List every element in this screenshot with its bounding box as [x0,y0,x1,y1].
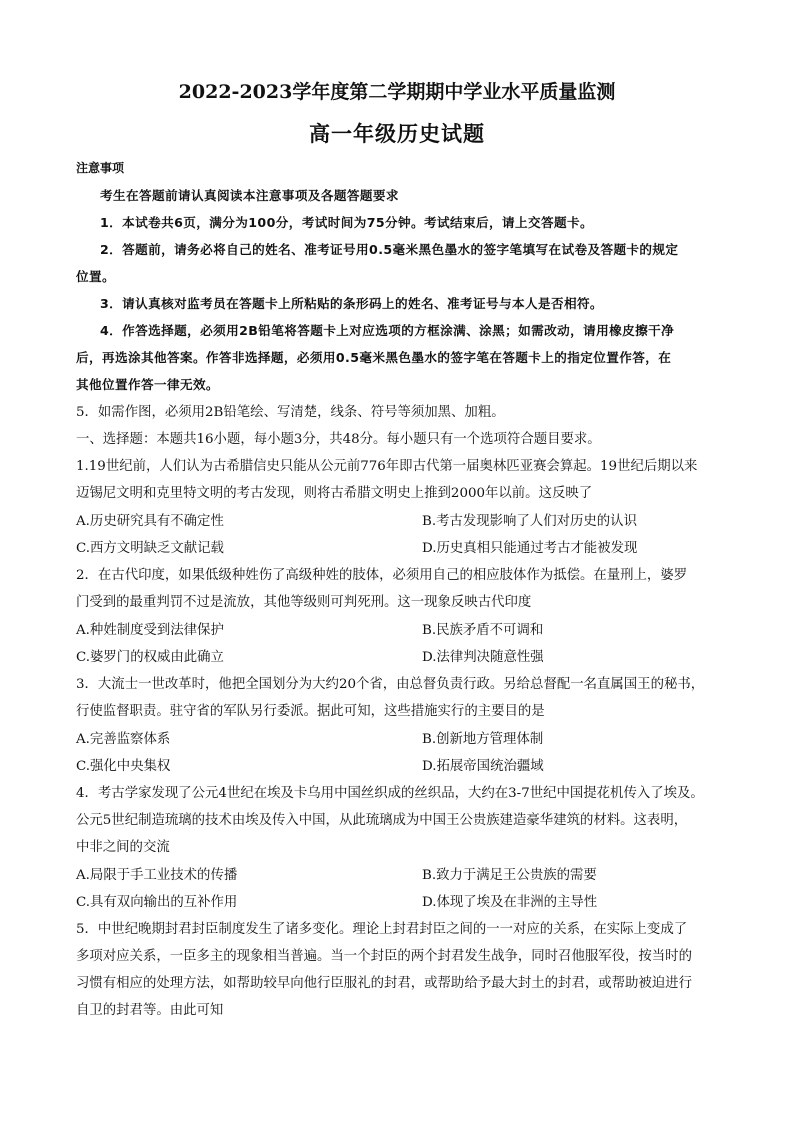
question-4-stem: 4．考古学家发现了公元4世纪在埃及卡乌用中国丝织成的丝织品，大约在3-7世纪中国提花机传入了埃及。 [76,786,704,801]
notice-line: 后，再选涂其他答案。作答非选择题，必须用0.5毫米黑色墨水的签字笔在答题卡上的指定位置作答，在 [76,350,672,365]
notice-line: 3．请认真核对监考员在答题卡上所粘贴的条形码上的姓名、准考证号与本人是否相符。 [100,296,603,311]
notice-line: 位置。 [76,269,115,284]
notice-line: 考生在答题前请认真阅读本注意事项及各题答题要求 [100,188,399,203]
notice-line: 4．作答选择题，必须用2B铅笔将答题卡上对应选项的方框涂满、涂黑；如需改动，请用橡皮擦干净 [100,323,675,338]
question-1-stem: 1.19世纪前，人们认为古希腊信史只能从公元前776年即古代第一届奥林匹亚赛会算起。19世纪后期以来 [76,459,698,474]
question-4-option-d: D.体现了埃及在非洲的主导性 [422,895,598,910]
question-5-stem: 多项对应关系，一臣多主的现象相当普遍。当一个封臣的两个封君发生战争，同时召他服军役，按当时的 [76,949,692,964]
question-2-stem: 2．在古代印度，如果低级种姓伤了高级种姓的肢体，必须用自己的相应肢体作为抵偿。在量刑上，婆罗 [76,568,688,583]
notice-item-5: 5．如需作图，必须用2B铅笔绘、写清楚，线条、符号等须加黑、加粗。 [76,405,505,420]
section-heading: 一、选择题：本题共16小题，每小题3分，共48分。每小题只有一个选项符合题目要求。 [76,432,601,447]
question-5-stem: 5．中世纪晚期封君封臣制度发生了诸多变化。理论上封君封臣之间的一一对应的关系，在实际上变成了 [76,922,688,937]
question-4-option-b: B.致力于满足王公贵族的需要 [422,868,597,883]
question-2-option-a: A.种姓制度受到法律保护 [76,623,224,638]
question-4-option-c: C.具有双向输出的互补作用 [76,895,238,910]
question-1-stem: 迈锡尼文明和克里特文明的考古发现，则将古希腊文明史上推到2000年以前。这反映了 [76,486,593,501]
question-2-stem: 门受到的最重判罚不过是流放，其他等级则可判死刑。这一现象反映古代印度 [76,595,532,610]
exam-title: 2022-2023学年度第二学期期中学业水平质量监测 [178,81,616,103]
exam-subtitle: 高一年级历史试题 [309,121,485,146]
notice-line: 其他位置作答一律无效。 [76,377,219,392]
question-1-option-d: D.历史真相只能通过考古才能被发现 [422,541,638,556]
question-5-stem: 习惯有相应的处理方法，如帮助较早向他行臣服礼的封君，或帮助给予最大封土的封君，或帮助被迫进行 [76,976,692,991]
question-3-stem: 行使监督职责。驻守省的军队另行委派。据此可知，这些措施实行的主要目的是 [76,704,545,719]
notice-line: 1．本试卷共6页，满分为100分，考试时间为75分钟。考试结束后，请上交答题卡。 [100,215,593,230]
question-4-option-a: A.局限于手工业技术的传播 [76,868,238,883]
question-2-option-c: C.婆罗门的权威由此确立 [76,650,224,665]
question-2-option-b: B.民族矛盾不可调和 [422,623,544,638]
notice-heading: 注意事项 [76,161,125,175]
question-4-stem: 公元5世纪制造琉璃的技术由埃及传入中国，从此琉璃成为中国王公贵族建造豪华建筑的材料。这表明， [76,813,688,828]
question-3-stem: 3．大流士一世改革时，他把全国划分为大约20个省，由总督负责行政。另给总督配一名直属国王的秘书， [76,677,705,692]
question-3-option-d: D.拓展帝国统治疆域 [422,759,544,774]
question-5-stem: 自卫的封君等。由此可知 [76,1003,224,1018]
notice-line: 2．答题前，请务必将自己的姓名、准考证号用0.5毫米黑色墨水的签字笔填写在试卷及答题卡的规定 [100,242,679,257]
question-4-stem: 中非之间的交流 [76,840,170,855]
question-1-option-a: A.历史研究具有不确定性 [76,514,224,529]
question-2-option-d: D.法律判决随意性强 [422,650,544,665]
question-1-option-b: B.考古发现影响了人们对历史的认识 [422,514,637,529]
question-3-option-a: A.完善监察体系 [76,732,171,747]
question-1-option-c: C.西方文明缺乏文献记载 [76,541,224,556]
question-3-option-c: C.强化中央集权 [76,759,171,774]
question-3-option-b: B.创新地方管理体制 [422,732,544,747]
